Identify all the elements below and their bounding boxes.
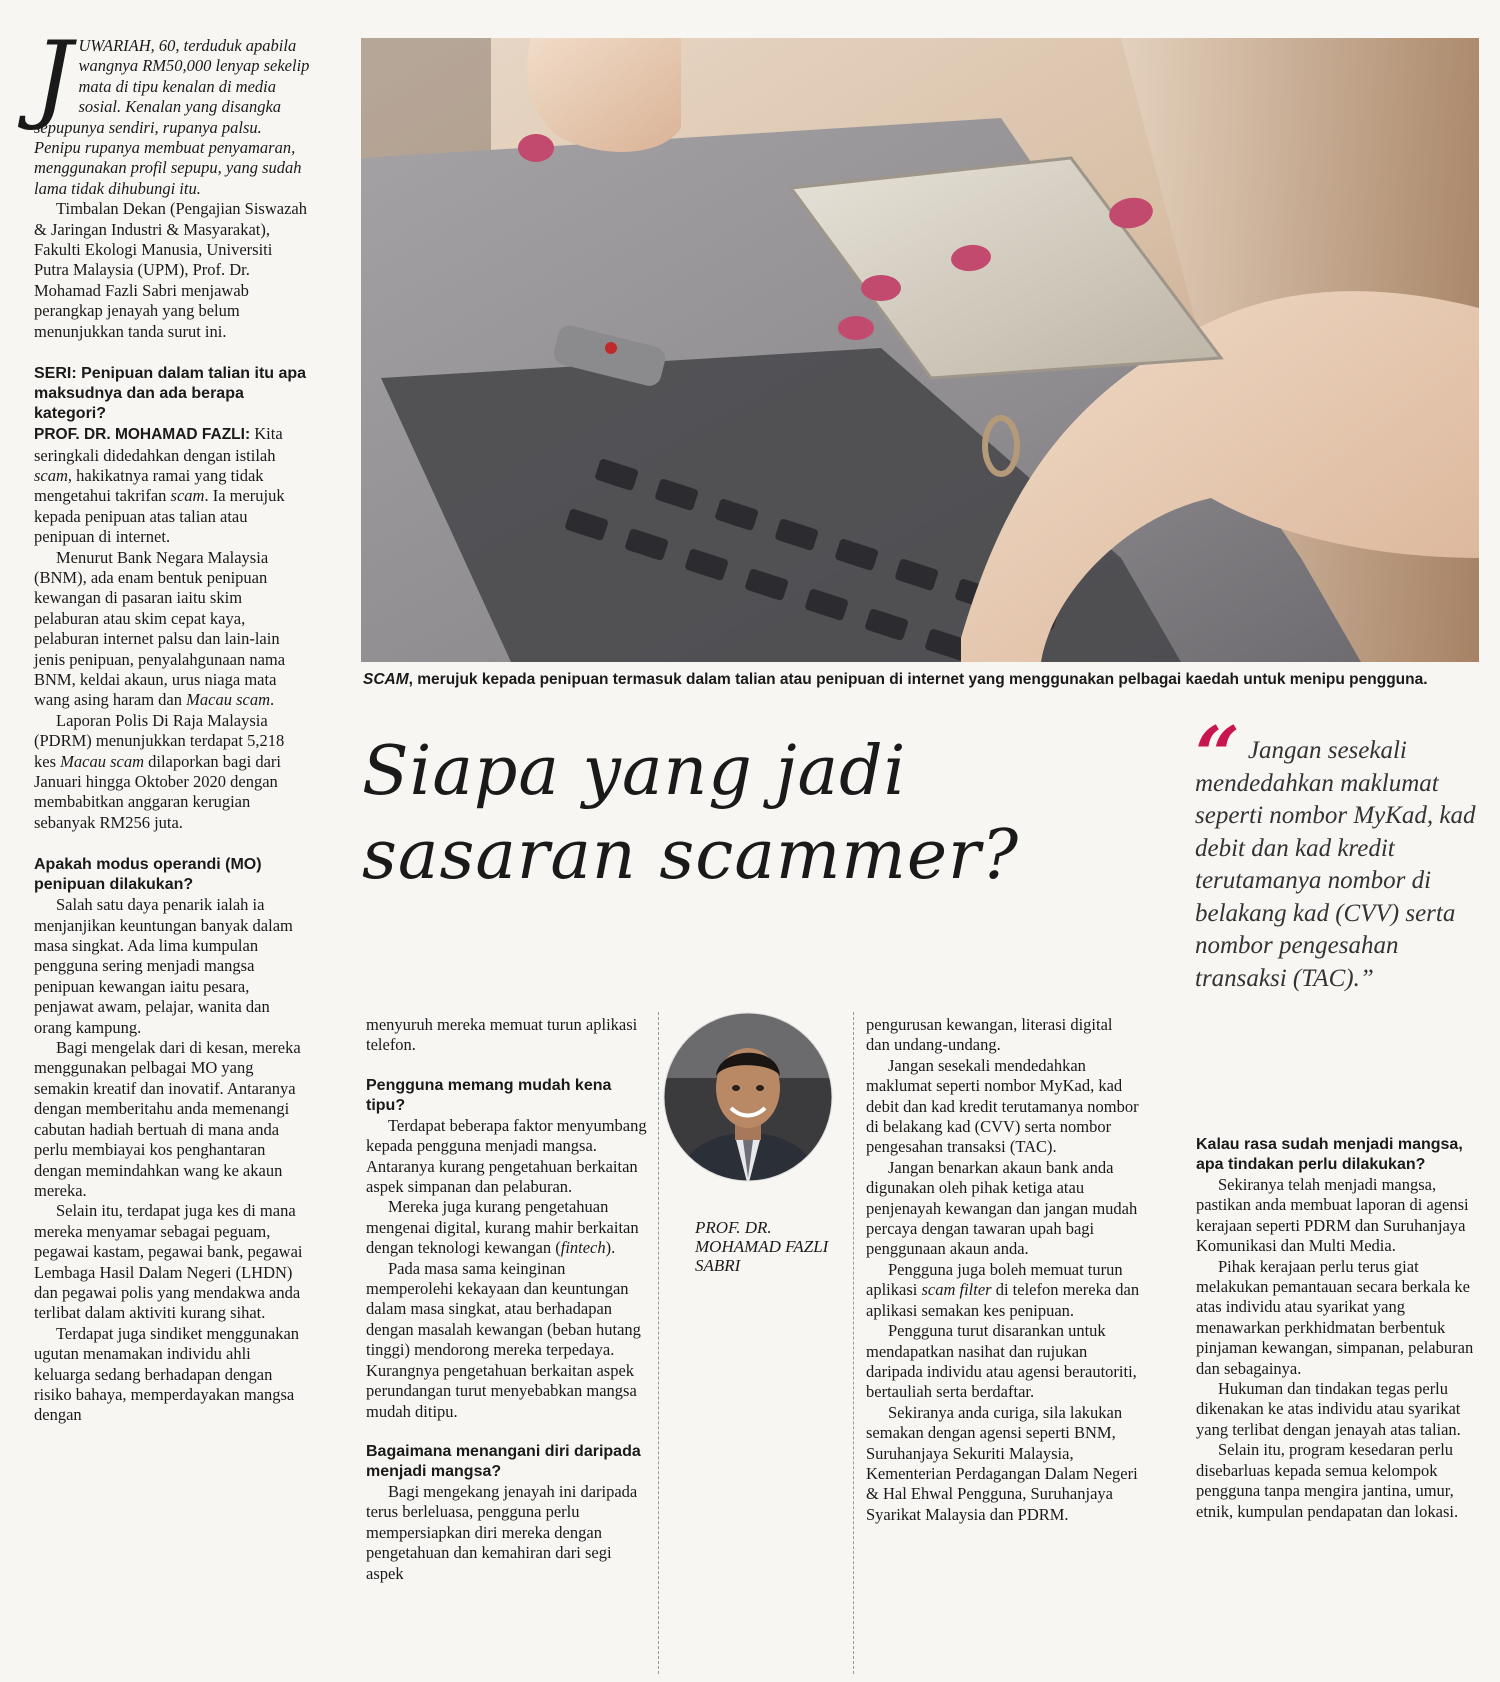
paragraph: Pihak kerajaan perlu terus giat melakukan pemantauan secara berkala ke atas individu atau syarikat yang menawarkan perkhidmatan berbentuk pinjaman kewangan, simpanan, pelaburan dan sebagainya. (1196, 1256, 1474, 1378)
paragraph-pdrm: Laporan Polis Di Raja Malaysia (PDRM) menunjukkan terdapat 5,218 kes Macau scam dilaporkan bagi dari Januari hingga Oktober 2020 dengan membabitkan anggaran kerugian sebanyak RM256 juta. (34, 710, 285, 832)
paragraph: Selain itu, program kesedaran perlu disebarluas kepada semua kelompok pengguna tanpa mengira jantina, umur, etnik, kumpulan pendapatan dan lokasi. (1196, 1440, 1459, 1521)
intro-lead: UWARIAH, 60, terduduk apabila wangnya RM50,000 lenyap sekelip mata di tipu kenalan di media sosial. Kenalan yang disangka sepupunya sendiri, rupanya palsu. Penipu rupanya membuat penyamaran, menggunakan profil sepupu, yang sudah lama tidak dihubungi itu. (34, 36, 310, 198)
subheading: Kalau rasa sudah menjadi mangsa, apa tindakan perlu dilakukan? (1196, 1136, 1463, 1173)
column-divider (853, 1012, 854, 1674)
paragraph: Terdapat beberapa faktor menyumbang kepada pengguna menjadi mangsa. Antaranya kurang pengetahuan berkaitan aspek simpanan dan pelaburan. (366, 1115, 647, 1197)
quote-mark-icon: “ (1195, 710, 1240, 801)
question-heading: SERI: Penipuan dalam talian itu apa maksudnya dan ada berapa kategori? (34, 365, 307, 423)
paragraph: Selain itu, terdapat juga kes di mana mereka menyamar sebagai peguam, pegawai kastam, pegawai bank, pegawai Lembaga Hasil Dalam Negeri (LHDN) dan pegawai polis yang mendakwa anda terlibat dalam aktiviti kurang sihat. (34, 1201, 303, 1323)
paragraph: menyuruh mereka memuat turun aplikasi telefon. (366, 1015, 638, 1055)
headline (362, 730, 1162, 898)
paragraph-bnm: Menurut Bank Negara Malaysia (BNM), ada enam bentuk penipuan kewangan di pasaran iaitu skim pelaburan atau skim cepat kaya, pelaburan internet palsu dan lain-lain jenis penipuan, penyalahgunaan nama BNM, keldai akaun, urus niaga mata wang asing haram dan Macau scam. (34, 547, 286, 710)
paragraph: Bagi mengekang jenayah ini daripada terus berleluasa, pengguna perlu mempersiapkan diri mereka dengan pengetahuan dan kemahiran dari segi aspek (366, 1481, 638, 1583)
pull-quote-text: Jangan sesekali mendedahkan maklumat seperti nombor MyKad, kad debit dan kad kredit terutamanya nombor di belakang kad (CVV) serta nombor pengesahan transaksi (TAC).” (1195, 737, 1476, 992)
column-3 (866, 1015, 1140, 1525)
paragraph: Pada masa sama keinginan memperolehi kekayaan dan keuntungan dalam masa singkat, atau berhadapan dengan masalah kewangan (beban hutang tinggi) mendorong mereka terpedaya. Kurangnya pengetahuan berkaitan aspek perundangan turut menyebabkan mangsa mudah ditipu. (366, 1258, 641, 1421)
photo-illustration (361, 38, 1479, 662)
photo-caption: SCAM, merujuk kepada penipuan termasuk dalam talian atau penipuan di internet yang menggunakan pelbagai kaedah untuk menipu pengguna. (363, 671, 1428, 688)
paragraph: Sekiranya telah menjadi mangsa, pastikan anda membuat laporan di agensi kerajaan seperti PDRM dan Suruhanjaya Komunikasi dan Multi Media. (1196, 1175, 1469, 1256)
paragraph: pengurusan kewangan, literasi digital dan undang-undang. (866, 1015, 1113, 1055)
paragraph: Pengguna juga boleh memuat turun aplikasi scam filter di telefon mereka dan aplikasi semakan kes penipuan. (866, 1259, 1140, 1320)
paragraph: Pengguna turut disarankan untuk mendapatkan nasihat dan rujukan daripada individu atau agensi berautoriti, bertauliah serta berdaftar. (866, 1321, 1137, 1402)
paragraph: Jangan sesekali mendedahkan maklumat seperti nombor MyKad, kad debit dan kad kredit terutamanya nombor di belakang kad (CVV) serta nombor pengesahan transaksi (TAC). (866, 1055, 1139, 1157)
speaker-label: PROF. DR. MOHAMAD FAZLI: (34, 426, 251, 444)
subheading-mo: Apakah modus operandi (MO) penipuan dilakukan? (34, 856, 262, 894)
column-1 (34, 21, 310, 1426)
headline-line-1: Siapa yang jadi (362, 732, 907, 811)
answer-paragraph: PROF. DR. MOHAMAD FAZLI: Kita seringkali didedahkan dengan istilah scam, hakikatnya ramai yang tidak mengetahui takrifan scam. Ia merujuk kepada penipuan atas talian atau penipuan di internet. (34, 424, 285, 547)
paragraph: Bagi mengelak dari di kesan, mereka menggunakan pelbagai MO yang semakin kreatif dan inovatif. Antaranya dengan memberitahu anda memenangi cabutan hadiah bertuah di mana anda perlu membiayai kos penghantaran dengan memindahkan wang ke akaun mereka. (34, 1038, 301, 1200)
subheading: Pengguna memang mudah kena tipu? (366, 1076, 612, 1114)
headline-line-2: sasaran scammer? (362, 816, 1020, 895)
column-4 (1196, 1135, 1480, 1522)
portrait-photo (663, 1008, 833, 1186)
intro-paragraph: Timbalan Dekan (Pengajian Siswazah & Jaringan Industri & Masyarakat), Fakulti Ekologi Manusia, Universiti Putra Malaysia (UPM), Prof. Dr. Mohamad Fazli Sabri menjawab perangkap jenayah yang belum menunjukkan tanda surut ini. (34, 199, 307, 341)
article-photo (361, 38, 1479, 662)
paragraph: Hukuman dan tindakan tegas perlu dikenakan ke atas individu atau syarikat yang terlibat dengan jenayah atas talian. (1196, 1379, 1461, 1439)
paragraph: Salah satu daya penarik ialah ia menjanjikan keuntungan banyak dalam masa singkat. Ada lima kumpulan pengguna sering menjadi mangsa penipuan kewangan iaitu pesara, penjawat awam, pelajar, wanita dan orang kampung. (34, 895, 293, 1037)
portrait-caption: PROF. DR. MOHAMAD FAZLI SABRI (695, 1218, 829, 1275)
subheading: Bagaimana menangani diri daripada menjadi mangsa? (366, 1442, 641, 1480)
pull-quote (1195, 710, 1485, 995)
column-divider (658, 1012, 659, 1674)
intro (34, 21, 310, 342)
paragraph: Mereka juga kurang pengetahuan mengenai digital, kurang mahir berkaitan dengan teknologi kewangan (fintech). (366, 1197, 639, 1258)
paragraph: Jangan benarkan akaun bank anda digunakan oleh pihak ketiga atau penjenayah kewangan dan jangan mudah percaya dengan tawaran upah bagi penggunaan akaun anda. (866, 1157, 1138, 1259)
drop-cap: J (34, 21, 73, 133)
paragraph: Sekiranya anda curiga, sila lakukan semakan dengan agensi seperti BNM, Suruhanjaya Sekuriti Malaysia, Kementerian Perdagangan Dalam Negeri & Hal Ehwal Pengguna, Suruhanjaya Syarikat Malaysia dan PDRM. (866, 1402, 1138, 1524)
column-2 (366, 1015, 648, 1584)
portrait-illustration (663, 1008, 833, 1186)
paragraph: Terdapat juga sindiket menggunakan ugutan menamakan individu ahli keluarga sedang berhadapan dengan risiko bahaya, memperdayakan mangsa dengan (34, 1323, 300, 1425)
